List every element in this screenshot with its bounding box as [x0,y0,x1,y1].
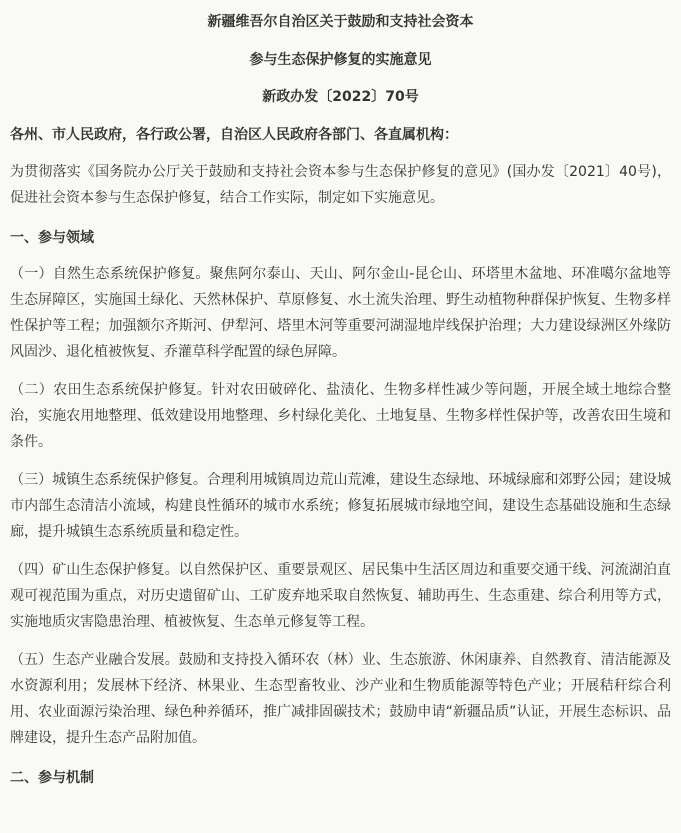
item-paragraph-2: （二）农田生态系统保护修复。针对农田破碎化、盐渍化、生物多样性减少等问题，开展全域土地综合整治，实施农用地整理、低效建设用地整理、乡村绿化美化、土地复垦、生物多样性保护等，改善农田生境和条件。 [10,382,671,450]
document-number: 新政办发〔2022〕70号 [262,89,419,105]
intro-paragraph: 为贯彻落实《国务院办公厅关于鼓励和支持社会资本参与生态保护修复的意见》(国办发〔2021〕40号)，促进社会资本参与生态保护修复，结合工作实际，制定如下实施意见。 [10,164,671,206]
item-paragraph-1: （一）自然生态系统保护修复。聚焦阿尔泰山、天山、阿尔金山-昆仑山、环塔里木盆地、环准噶尔盆地等生态屏障区，实施国土绿化、天然林保护、草原修复、水土流失治理、野生动植物种群保护恢复、生物多样性保护等工程；加强额尔齐斯河、伊犁河、塔里木河等重要河湖湿地岸线保护治理；大力建设绿洲区外缘防风固沙、退化植被恢复、乔灌草科学配置的绿色屏障。 [10,266,671,360]
addressee: 各州、市人民政府，各行政公署，自治区人民政府各部门、各直属机构： [10,127,458,143]
item-paragraph-3: （三）城镇生态系统保护修复。合理利用城镇周边荒山荒滩，建设生态绿地、环城绿廊和郊野公园；建设城市内部生态清洁小流域，构建良性循环的城市水系统；修复拓展城市绿地空间，建设生态基础设施和生态绿廊，提升城镇生态系统质量和稳定性。 [10,472,671,540]
section-heading-1: 一、参与领域 [10,230,94,246]
section-heading-2: 二、参与机制 [10,770,94,786]
item-paragraph-4: （四）矿山生态保护修复。以自然保护区、重要景观区、居民集中生活区周边和重要交通干线、河流湖泊直观可视范围为重点，对历史遗留矿山、工矿废弃地采取自然恢复、辅助再生、生态重建、综合利用等方式，实施地质灾害隐患治理、植被恢复、生态单元修复等工程。 [10,562,671,630]
item-paragraph-5: （五）生态产业融合发展。鼓励和支持投入循环农（林）业、生态旅游、休闲康养、自然教育、清洁能源及水资源利用；发展林下经济、林果业、生态型畜牧业、沙产业和生物质能源等特色产业；开展秸秆综合利用、农业面源污染治理、绿色种养循环，推广减排固碳技术；鼓励申请“新疆品质”认证，开展生态标识、品牌建设，提升生态产品附加值。 [10,652,671,746]
document-title-line-1: 新疆维吾尔自治区关于鼓励和支持社会资本 [207,14,474,30]
document-title-line-2: 参与生态保护修复的实施意见 [249,52,432,68]
